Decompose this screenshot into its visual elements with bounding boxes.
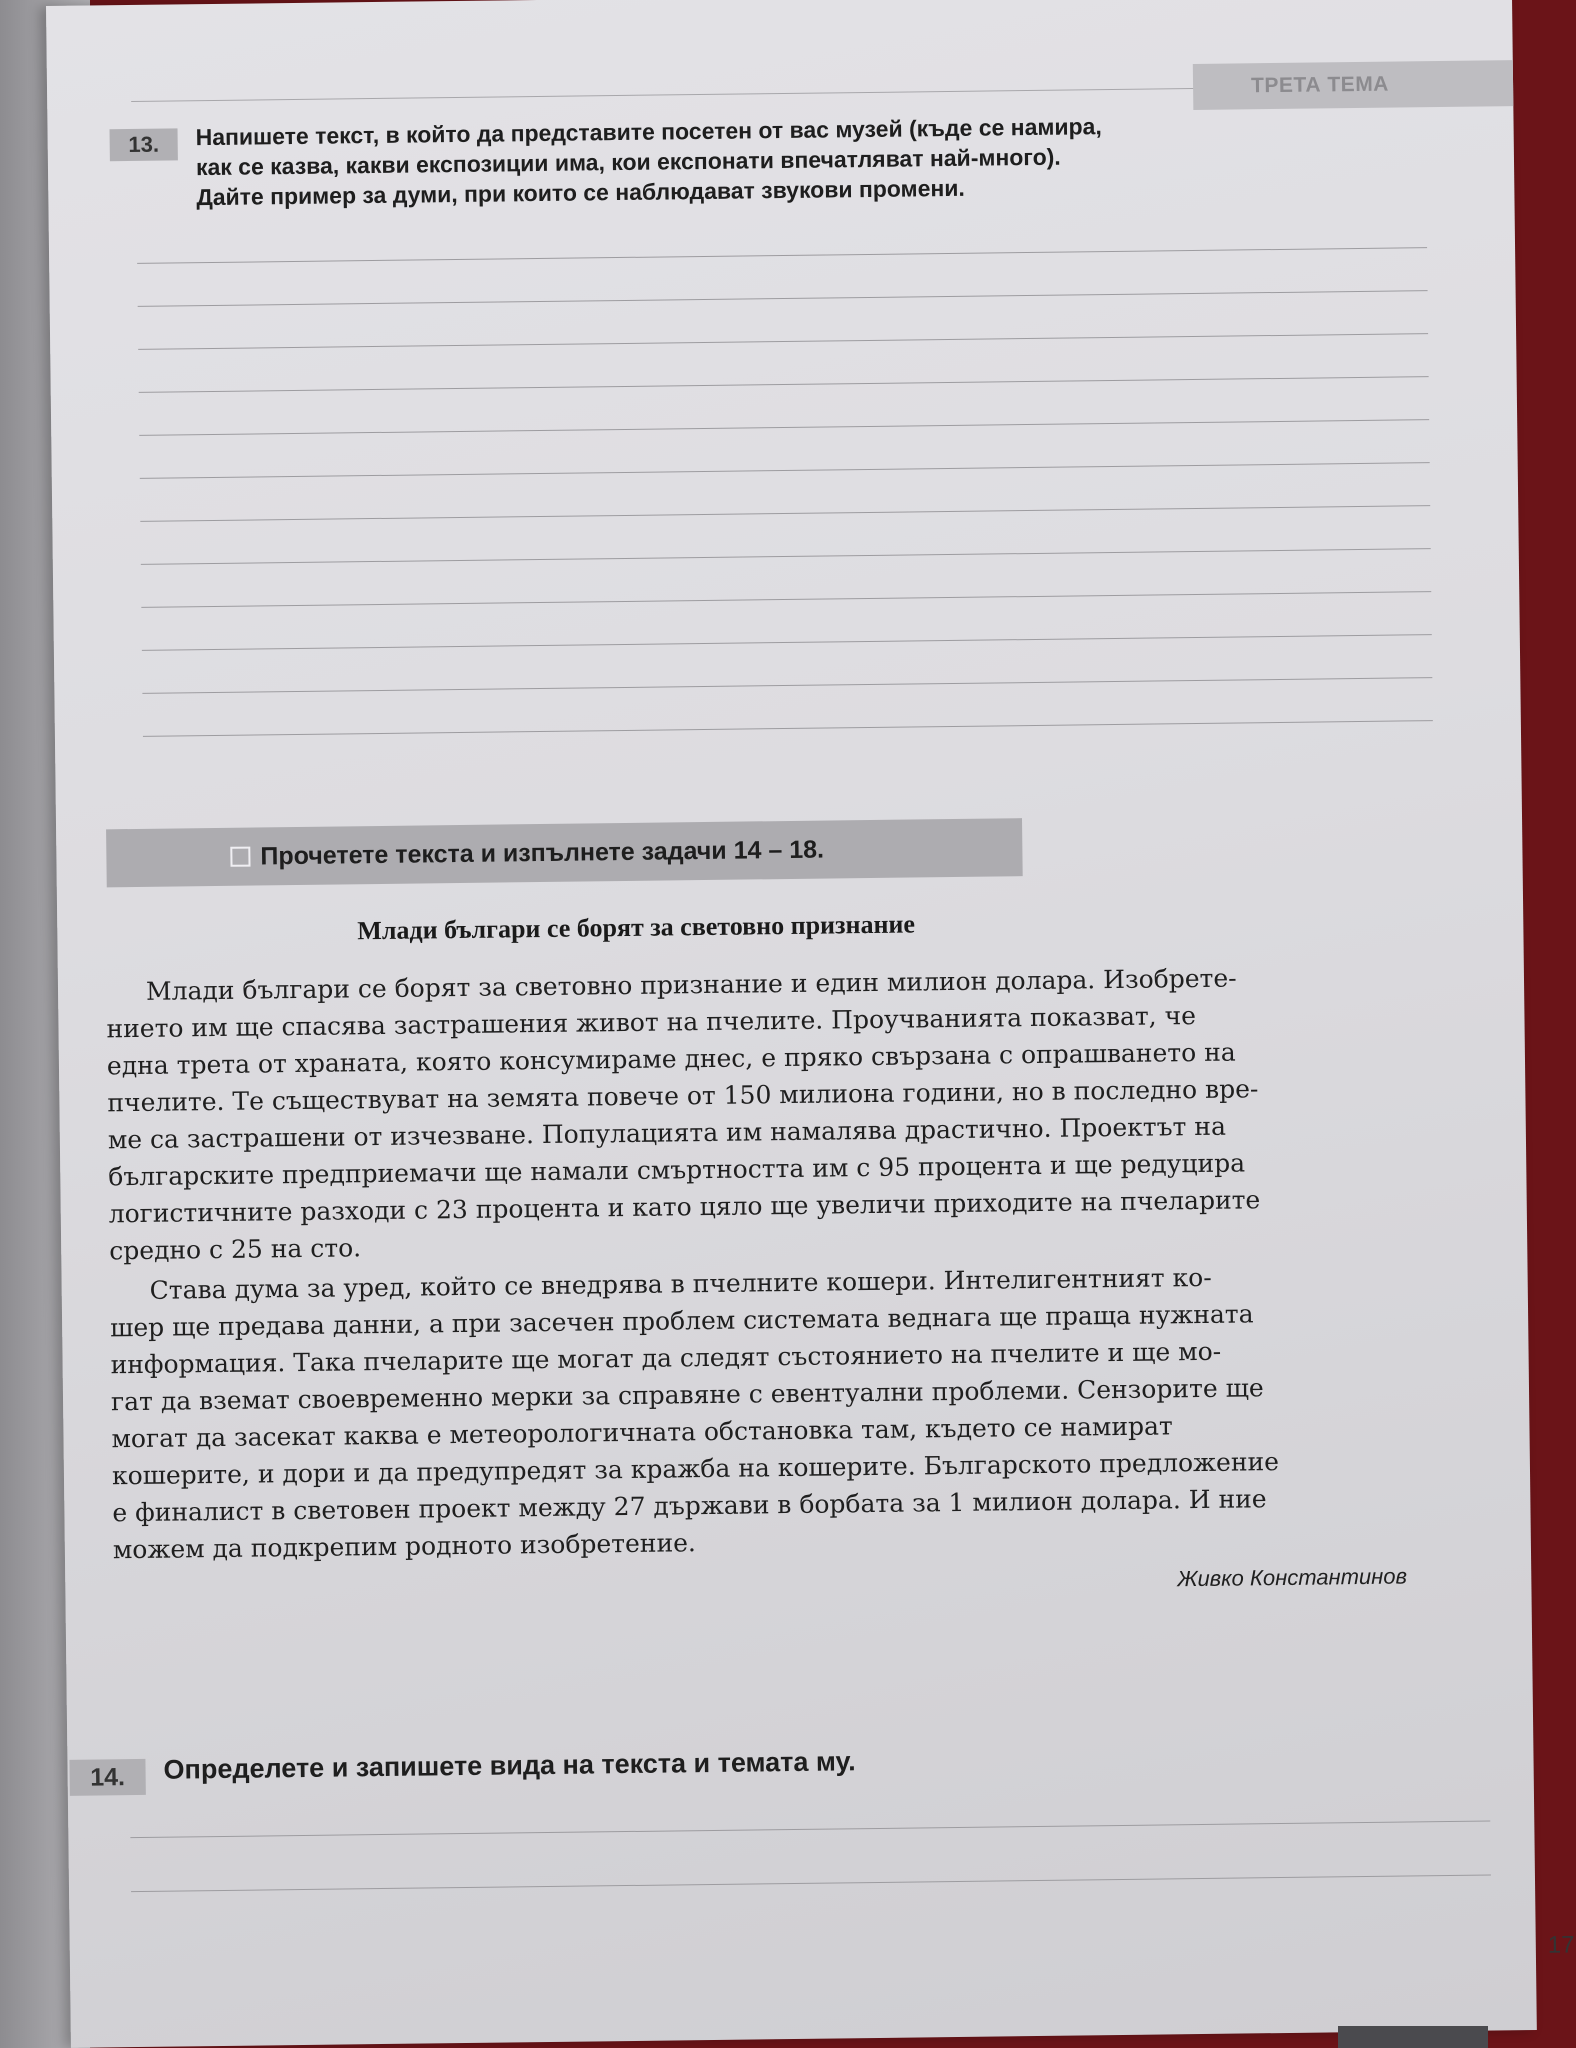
workbook-page [46,0,1575,2048]
article-paragraph-2 [109,1256,1473,1569]
text-line: гат да вземат своевременно мерки за справяне с евентуални проблеми. Сензорите ще [110,1373,1264,1417]
question-14-text: Определете и запишете вида на текста и темата му. [163,1746,856,1785]
question-13-number: 13. [110,128,178,161]
page-number: 17 [1547,1931,1575,1959]
text-line: можем да подкрепим родното изобретение. [112,1528,697,1565]
text-line: Млади българи се борят за световно признание и един милион долара. Изобрете- [145,963,1237,1006]
text-line: ме са застрашени от изчезване. Популацията им намалява драстично. Проектът на [107,1111,1227,1155]
question-13-line: Напишете текст, в който да представите посетен от вас музей (къде се намира, [195,113,1102,151]
answer-line[interactable] [139,419,1429,436]
section-tab: ТРЕТА ТЕМА [1193,60,1514,110]
question-14-number: 14. [69,1759,145,1796]
article-author: Живко Константинов [1177,1563,1408,1592]
text-line: пчелите. Те съществуват на земята повече от 150 милиона години, но в последно вре- [107,1074,1259,1118]
text-line: логистичните разходи с 23 процента и като цяло ще увеличи приходите на пчеларите [108,1185,1261,1229]
answer-line[interactable] [140,462,1430,479]
answer-line[interactable] [143,720,1433,737]
instruction-banner [106,818,1023,887]
answer-line[interactable] [131,1874,1491,1892]
instruction-text: Прочетете текста и изпълнете задачи 14 – 18. [260,835,825,870]
answer-line[interactable] [139,376,1429,393]
question-13-line: Дайте пример за думи, при които се наблюдават звукови промени. [196,174,965,211]
answer-line[interactable] [142,634,1432,651]
text-line: кошерите, и дори и да предупредят за кражба на кошерите. Българското предложение [111,1447,1280,1491]
text-line: средно с 25 на сто. [109,1233,362,1266]
answer-line[interactable] [142,677,1432,694]
text-line: шер ще предава данни, а при засечен проблем системата веднага ще праща нужната [109,1299,1254,1343]
text-line: една трета от храната, която консумираме днес, е пряко свързана с опрашването на [106,1037,1236,1081]
answer-line[interactable] [138,290,1428,307]
question-13-text [195,107,1436,212]
answer-line[interactable] [130,1820,1490,1838]
question-13-line: как се казва, какви експозиции има, кои експонати впечатляват най-много). [195,143,1061,181]
checkbox-icon[interactable] [230,847,250,867]
text-line: Става дума за уред, който се внедрява в пчелните кошери. Интелигентният ко- [149,1262,1212,1305]
text-line: българските предприемачи ще намали смъртността им с 95 процента и ще редуцира [108,1148,1246,1192]
answer-line[interactable] [141,548,1431,565]
text-line: могат да засекат каква е метеорологичната обстановка там, където се намират [111,1411,1173,1454]
header-rule [131,87,1241,102]
article-paragraph-1 [106,957,1470,1270]
next-page-corner [1338,2026,1488,2048]
answer-line[interactable] [137,247,1427,264]
text-line: информация. Така пчеларите ще могат да следят състоянието на пчелите и ще мо- [110,1336,1222,1380]
answer-line[interactable] [141,591,1431,608]
answer-line[interactable] [140,505,1430,522]
article-title: Млади българи се борят за световно признание [357,909,916,946]
text-line: нието им ще спасява застрашения живот на пчелите. Проучванията показват, че [106,1001,1197,1044]
answer-line[interactable] [138,333,1428,350]
text-line: е финалист в световен проект между 27 държави в борбата за 1 милион долара. И ние [112,1484,1267,1528]
